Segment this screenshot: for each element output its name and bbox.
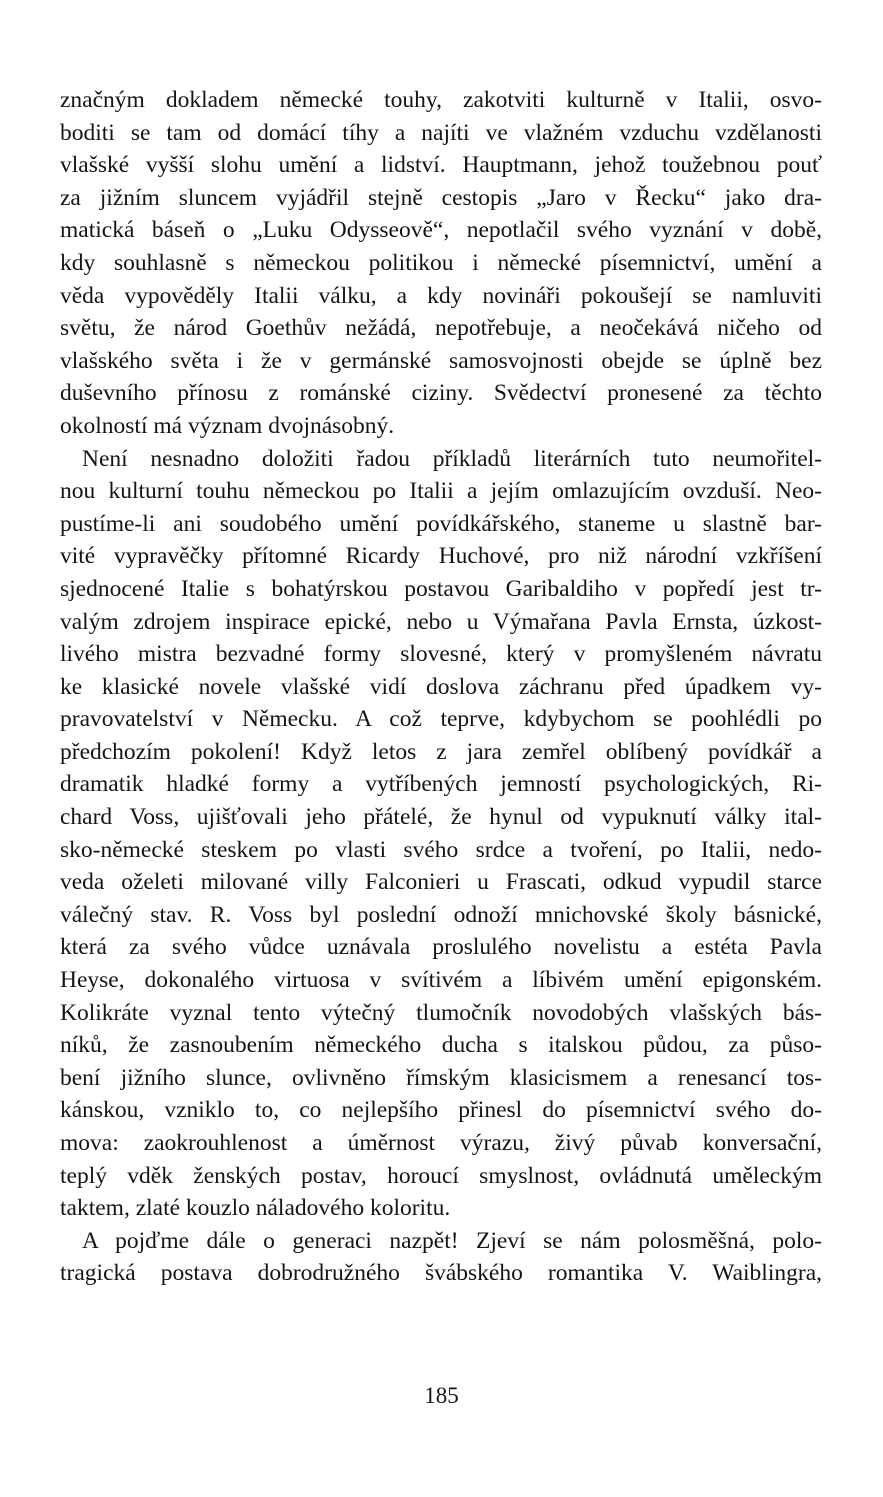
text-line: ke klasické novele vlašské vidí doslova záchranu před úpadkem vy- bbox=[60, 673, 822, 700]
text-line: Kolikráte vyznal tento výtečný tlumočník novodobých vlašských bás- bbox=[60, 999, 822, 1026]
text-line: sko-německé steskem po vlasti svého srdce a tvoření, po Italii, nedo- bbox=[60, 836, 822, 863]
text-line: vlašského světa i že v germánské samosvojnosti obejde se úplně bez bbox=[60, 347, 822, 374]
text-line: kdy souhlasně s německou politikou i německé písemnictví, umění a bbox=[60, 249, 822, 276]
text-line: A pojďme dále o generaci nazpět! Zjeví se nám polosměšná, polo- bbox=[82, 1227, 822, 1254]
text-line: sjednocené Italie s bohatýrskou postavou Garibaldiho v popředí jest tr- bbox=[60, 575, 822, 602]
paragraph-2 bbox=[60, 443, 822, 1225]
text-line: teplý vděk ženských postav, horoucí smyslnost, ovládnutá uměleckým bbox=[60, 1162, 822, 1189]
text-line: pustíme-li ani soudobého umění povídkářského, staneme u slastně bar- bbox=[60, 510, 822, 537]
text-line: okolností má význam dvojnásobný. bbox=[60, 412, 395, 439]
text-line: válečný stav. R. Voss byl poslední odnoží mnichovské školy básnické, bbox=[60, 901, 822, 928]
text-line: vité vypravěčky přítomné Ricardy Huchové, pro niž národní vzkříšení bbox=[60, 543, 822, 570]
text-line: matická báseň o „Luku Odysseově“, nepotlačil svého vyznání v době, bbox=[60, 217, 822, 244]
page-number: 185 bbox=[424, 1383, 459, 1408]
text-line: bení jižního slunce, ovlivněno římským klasicismem a renesancí tos- bbox=[60, 1064, 822, 1091]
text-line: Není nesnadno doložiti řadou příkladů literárních tuto neumořitel- bbox=[82, 445, 822, 472]
text-line: nou kulturní touhu německou po Italii a jejím omlazujícím ovzduší. Neo- bbox=[60, 478, 822, 505]
text-line: dramatik hladké formy a vytříbených jemností psychologických, Ri- bbox=[60, 771, 822, 798]
text-line: pravovatelství v Německu. A což teprve, kdybychom se poohlédli po bbox=[60, 706, 822, 733]
text-line: boditi se tam od domácí tíhy a najíti ve vlažném vzduchu vzdělanosti bbox=[60, 119, 822, 146]
paragraph-3 bbox=[60, 1225, 822, 1290]
text-line: předchozím pokolení! Když letos z jara zemřel oblíbený povídkář a bbox=[60, 738, 822, 765]
text-line: valým zdrojem inspirace epické, nebo u Výmařana Pavla Ernsta, úzkost- bbox=[60, 608, 822, 635]
text-line: livého mistra bezvadné formy slovesné, který v promyšleném návratu bbox=[60, 641, 822, 668]
text-line: kánskou, vzniklo to, co nejlepšího přinesl do písemnictví svého do- bbox=[60, 1097, 822, 1124]
paragraph-1 bbox=[60, 84, 822, 443]
text-line: mova: zaokrouhlenost a úměrnost výrazu, živý půvab konversační, bbox=[60, 1130, 822, 1156]
text-line: veda oželeti milované villy Falconieri u Frascati, odkud vypudil starce bbox=[60, 869, 822, 896]
text-line: duševního přínosu z románské ciziny. Svědectví pronesené za těchto bbox=[60, 380, 822, 407]
text-line: taktem, zlaté kouzlo náladového koloritu. bbox=[60, 1195, 451, 1222]
text-line: níků, že zasnoubením německého ducha s italskou půdou, za půso- bbox=[60, 1032, 822, 1059]
text-line: Heyse, dokonalého virtuosa v svítivém a líbivém umění epigonském. bbox=[60, 967, 822, 994]
text-line: která za svého vůdce uznávala proslulého novelistu a estéta Pavla bbox=[60, 934, 822, 961]
text-line: vlašské vyšší slohu umění a lidství. Hauptmann, jehož toužebnou pouť bbox=[60, 152, 822, 179]
text-line: tragická postava dobrodružného švábského romantika V. Waiblingra, bbox=[60, 1260, 822, 1287]
text-line: značným dokladem německé touhy, zakotviti kulturně v Italii, osvo- bbox=[60, 87, 822, 113]
text-line: za jižním sluncem vyjádřil stejně cestopis „Jaro v Řecku“ jako dra- bbox=[60, 184, 822, 211]
page-text bbox=[60, 84, 822, 1290]
text-line: chard Voss, ujišťovali jeho přátelé, že hynul od vypuknutí války ital- bbox=[60, 804, 822, 831]
text-line: světu, že národ Goethův nežádá, nepotřebuje, a neočekává ničeho od bbox=[60, 315, 822, 342]
text-line: věda vypověděly Italii válku, a kdy novináři pokoušejí se namluviti bbox=[60, 282, 822, 309]
